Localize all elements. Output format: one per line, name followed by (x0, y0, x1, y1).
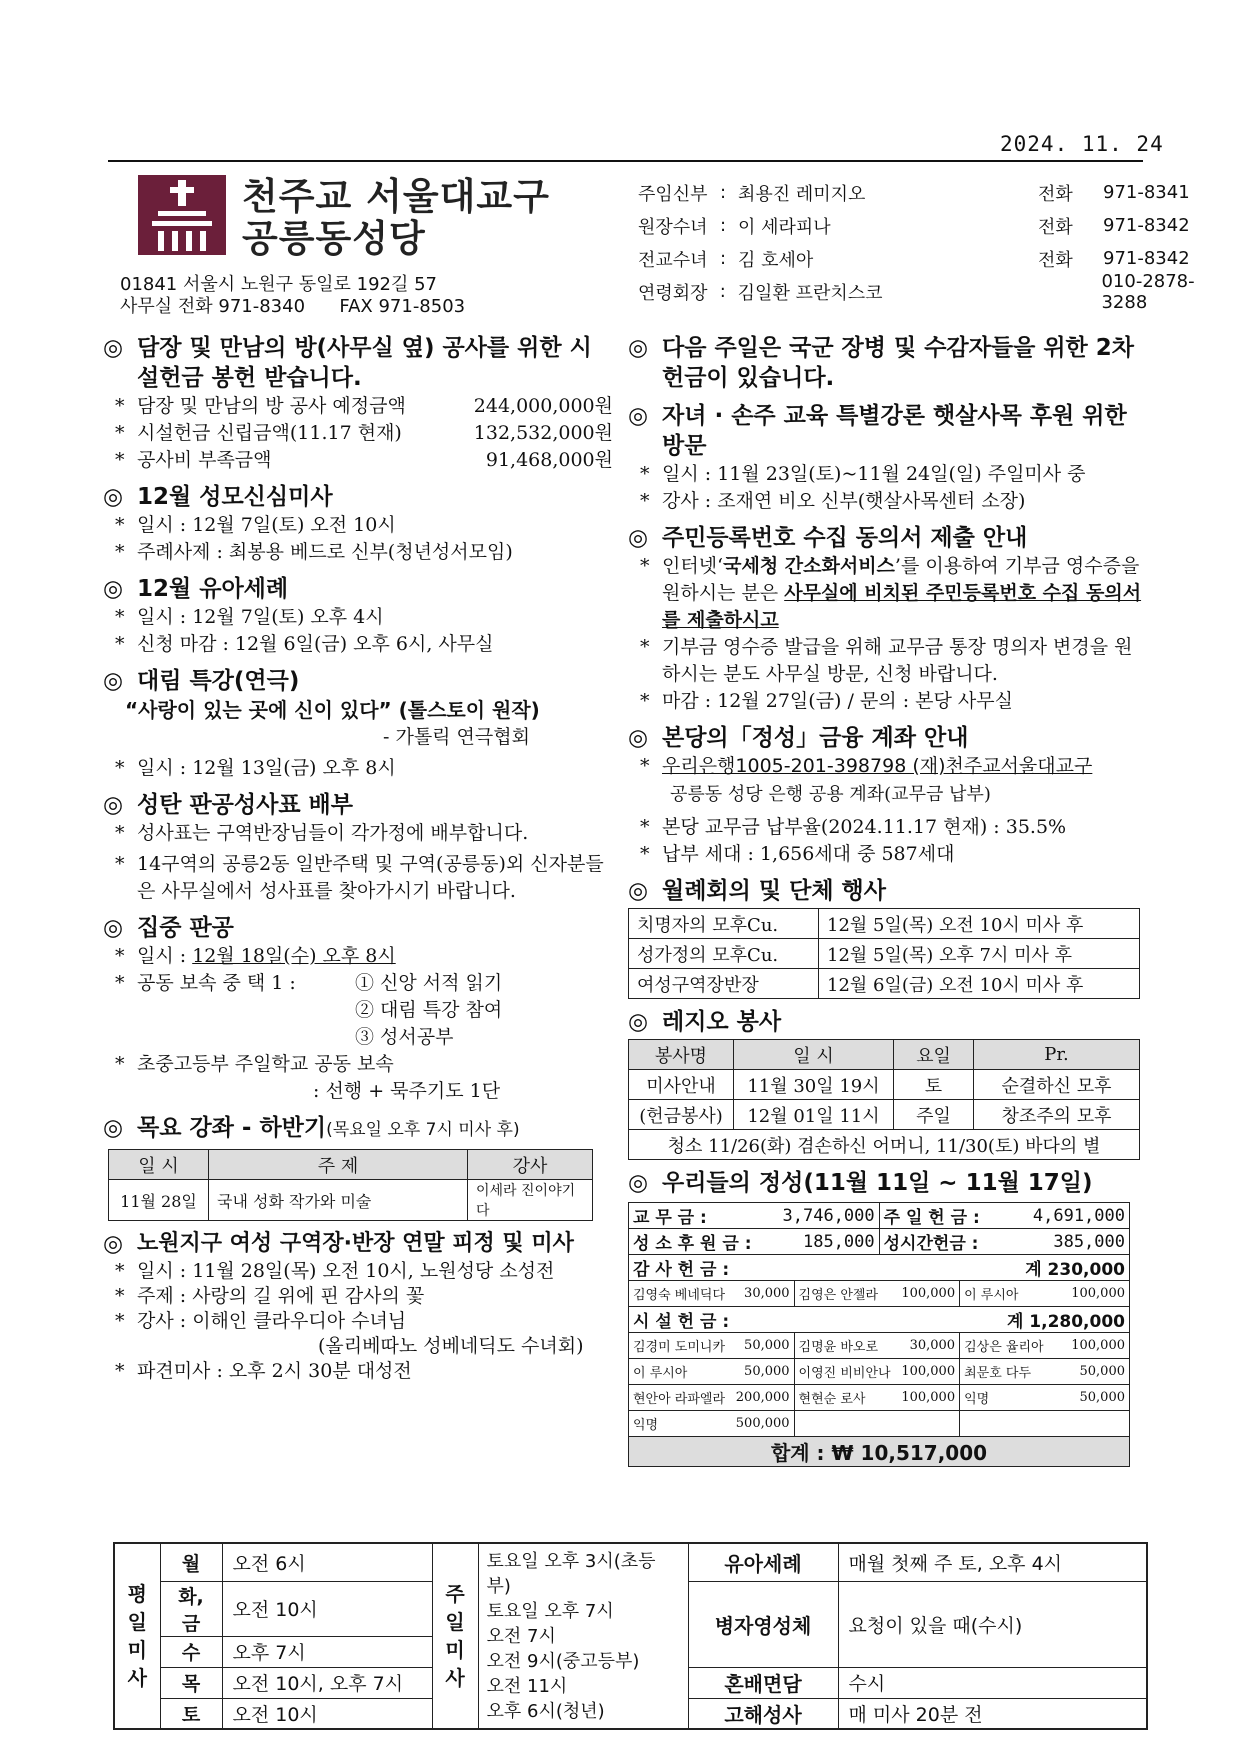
table-row (629, 909, 1140, 939)
bullet-text: 성사표는 구역반장님들이 각가정에 배부합니다. (137, 822, 529, 844)
bulletin-date: 2024. 11. 24 (1000, 132, 1164, 156)
section-marker-icon: ◎ (103, 576, 124, 602)
offering-label: 성 소 후 원 금 : (629, 1229, 779, 1255)
donor-name: 현현순 로사 (794, 1385, 895, 1411)
bullet-star-icon: * (640, 490, 650, 512)
legio-table (628, 1039, 1140, 1160)
choice-item: ③ 성서공부 (355, 1026, 454, 1048)
meetings-section (628, 876, 1143, 999)
mass-time: 오전 10시 (222, 1581, 432, 1636)
donor-amount (895, 1411, 960, 1437)
donor-name: 현안아 라파엘라 (629, 1385, 730, 1411)
table-row (629, 1070, 1140, 1100)
sunday-mass-label (432, 1543, 478, 1729)
section-title: 다음 주일은 국군 장병 및 수감자들을 위한 2차 헌금이 있습니다. (662, 335, 1134, 391)
sacrament-time: 수시 (838, 1667, 1147, 1698)
table-cell: 치명자의 모후Cu. (629, 909, 819, 939)
second-collection-section (628, 333, 1143, 393)
confession-date-prefix: 일시 : (137, 945, 193, 967)
cleaning-schedule: 청소 11/26(화) 겸손하신 어머니, 11/30(토) 바다의 별 (629, 1130, 1140, 1160)
table-cell: 이세라 진이야기다 (468, 1180, 593, 1221)
bullet-text: 강사 : 조재연 비오 신부(햇살사목센터 소장) (662, 490, 1026, 512)
donor-amount: 100,000 (895, 1359, 960, 1385)
donor-row (629, 1411, 1130, 1437)
offering-label: 성시간헌금 : (879, 1229, 1019, 1255)
table-cell: 11월 28일 (109, 1180, 209, 1221)
staff-tel-label: 전화 (1038, 249, 1073, 271)
bullet-text: 파견미사 : 오후 2시 30분 대성전 (137, 1360, 412, 1382)
account-note: 공릉동 성당 은행 공용 계좌(교무금 납부) (670, 784, 991, 805)
thanks-offering-table (628, 1254, 1130, 1467)
section-title: 주민등록번호 수집 동의서 제출 안내 (662, 525, 1028, 551)
bullet-star-icon: * (115, 422, 125, 444)
sacrament-label: 혼배면담 (688, 1667, 838, 1698)
bullet-text: 초중고등부 주일학교 공동 보속 (137, 1053, 394, 1075)
donor-name: 익명 (629, 1411, 730, 1437)
section-marker-icon: ◎ (103, 1231, 124, 1257)
mass-time: 오전 9시(중고등부) (486, 1650, 640, 1672)
bullet-star-icon: * (640, 636, 650, 658)
nowon-retreat-section (103, 1229, 613, 1384)
thursday-lecture-section (103, 1113, 613, 1221)
bullet-text: 주례사제 : 최봉용 베드로 신부(청년성서모임) (137, 541, 513, 563)
staff-name: 김일환 프란치스코 (737, 282, 883, 304)
bullet-star-icon: * (115, 822, 125, 844)
table-row (629, 1229, 1130, 1255)
bullet-star-icon: * (640, 843, 650, 865)
bullet-star-icon: * (115, 1360, 125, 1382)
column-header: 봉사명 (629, 1040, 734, 1070)
donor-amount: 100,000 (895, 1281, 960, 1307)
staff-role: 주임신부 (638, 183, 708, 205)
sacrament-label: 고해성사 (688, 1698, 838, 1729)
mass-time: 오전 6시 (222, 1543, 432, 1581)
section-title: 목요 강좌 - 하반기 (137, 1115, 327, 1141)
offerings-table (628, 1202, 1130, 1255)
weekday: 월 (160, 1543, 222, 1581)
offering-total: 계 1,280,000 (1006, 1312, 1125, 1332)
bullet-star-icon: * (115, 514, 125, 536)
mass-schedule-table (113, 1542, 1148, 1730)
bullet-text: 본당 교무금 납부율(2024.11.17 현재) : 35.5% (662, 816, 1067, 838)
mass-time: 오후 6시(청년) (486, 1700, 605, 1722)
parish-name (242, 176, 550, 260)
amount-label: 담장 및 만남의 방 공사 예정금액 (137, 395, 406, 417)
donor-name: 김명윤 바오로 (794, 1333, 895, 1359)
donor-name: 이 루시아 (960, 1281, 1059, 1307)
sacrament-time: 요청이 있을 때(수시) (838, 1581, 1147, 1667)
column-header: 강사 (468, 1150, 593, 1180)
column-header: 일 시 (109, 1150, 209, 1180)
section-title: 12월 성모신심미사 (137, 484, 333, 510)
bullet-star-icon: * (115, 853, 125, 875)
bullet-star-icon: * (640, 816, 650, 838)
bullet-text: 납부 세대 : 1,656세대 중 587세대 (662, 843, 955, 865)
staff-row: 원장수녀 : 이 세라피나 전화 971-8342 (638, 209, 1240, 242)
staff-row: 주임신부 : 최용진 레미지오 전화 971-8341 (638, 176, 1240, 209)
section-title: 노원지구 여성 구역장·반장 연말 피정 및 미사 (137, 1231, 574, 1256)
table-row (629, 1130, 1140, 1160)
staff-name: 김 호세아 (738, 249, 814, 271)
parish-address-block (120, 274, 465, 318)
offering-label: 주 일 헌 금 : (879, 1203, 1019, 1229)
section-title: 집중 판공 (137, 915, 234, 941)
bullet-text: 강사 : 이해인 클라우디아 수녀님 (137, 1310, 407, 1332)
donor-amount: 30,000 (895, 1333, 960, 1359)
bullet-star-icon: * (115, 757, 125, 779)
bullet-text: 일시 : 12월 13일(금) 오후 8시 (137, 757, 396, 779)
school-penance: : 선행 + 묵주기도 1단 (313, 1080, 501, 1102)
weekday: 토 (160, 1698, 222, 1729)
staff-name: 최용진 레미지오 (738, 183, 866, 205)
section-subtitle: (목요일 오후 7시 미사 후) (326, 1120, 520, 1140)
account-section (628, 723, 1143, 868)
section-marker-icon: ◎ (628, 335, 649, 361)
staff-tel: 010-2878-3288 (1101, 270, 1195, 313)
infant-baptism-section (103, 574, 613, 658)
mary-mass-section (103, 482, 613, 566)
bank-account: 우리은행1005-201-398798 (재)천주교서울대교구 (662, 755, 1093, 777)
bullet-text: 일시 : 12월 7일(토) 오후 4시 (137, 606, 384, 628)
donor-name: 김영은 안젤라 (794, 1281, 895, 1307)
donor-name: 익명 (960, 1385, 1059, 1411)
bullet-text: 신청 마감 : 12월 6일(금) 오후 6시, 사무실 (137, 633, 494, 655)
section-title: 레지오 봉사 (662, 1009, 782, 1035)
section-title: 월례회의 및 단체 행사 (662, 878, 886, 904)
donor-amount: 200,000 (729, 1385, 794, 1411)
choice-label: 공동 보속 중 택 1 : (137, 972, 296, 994)
offering-label: 시 설 헌 금 : (633, 1312, 730, 1332)
weekday-mass-text: 평일미사 (127, 1582, 147, 1690)
parish-logo (138, 175, 226, 255)
church-logo-icon (138, 175, 226, 255)
offering-value: 185,000 (779, 1229, 880, 1255)
staff-role: 연령회장 (638, 282, 708, 304)
column-header: 주 제 (209, 1150, 468, 1180)
emphasis-text: 사무실에 비치된 주민등록번호 수집 동의서를 제출하시고 (662, 582, 1142, 631)
confession-date: 12월 18일(수) 오후 8시 (192, 945, 396, 967)
bullet-star-icon: * (115, 1053, 125, 1075)
staff-role: 원장수녀 (638, 216, 708, 238)
advent-lecture-section (103, 666, 613, 782)
schedule-row (114, 1543, 1147, 1581)
section-title: 자녀 · 손주 교육 특별강론 햇살사목 후원 위한 방문 (662, 403, 1127, 459)
section-marker-icon: ◎ (628, 878, 649, 904)
table-cell: 주일 (894, 1100, 974, 1130)
donor-amount: 50,000 (1059, 1359, 1129, 1385)
parish-name-line1: 천주교 서울대교구 (242, 175, 550, 218)
table-cell: 12월 6일(금) 오전 10시 미사 후 (819, 969, 1140, 999)
bullet-star-icon: * (640, 690, 650, 712)
meetings-table (628, 908, 1140, 999)
section-title: 12월 유아세례 (137, 576, 289, 602)
section-marker-icon: ◎ (628, 725, 649, 751)
amount-label: 공사비 부족금액 (137, 449, 272, 471)
donor-name: 이영진 비비안나 (794, 1359, 895, 1385)
bullet-star-icon: * (640, 463, 650, 485)
mass-time: 오전 11시 (486, 1675, 568, 1697)
mass-time: 토요일 오후 7시 (486, 1600, 614, 1622)
bullet-text: 일시 : 12월 7일(토) 오전 10시 (137, 514, 396, 536)
table-cell: 12월 5일(목) 오전 10시 미사 후 (819, 909, 1140, 939)
office-contact (120, 296, 465, 318)
bullet-star-icon: * (115, 945, 125, 967)
donor-amount: 50,000 (729, 1333, 794, 1359)
sacrament-time: 매월 첫째 주 토, 오후 4시 (838, 1543, 1147, 1581)
table-cell: 토 (894, 1070, 974, 1100)
sacrament-time: 매 미사 20분 전 (838, 1698, 1147, 1729)
donor-name: 김경미 도미니카 (629, 1333, 730, 1359)
section-title: 우리들의 정성(11월 11일 ~ 11월 17일) (662, 1170, 1093, 1196)
staff-tel: 971-8341 (1103, 182, 1190, 203)
donor-amount: 100,000 (1059, 1333, 1129, 1359)
total-row (629, 1437, 1130, 1467)
donor-amount: 50,000 (729, 1359, 794, 1385)
table-row (629, 969, 1140, 999)
bullet-star-icon: * (115, 1285, 125, 1307)
donor-row (629, 1333, 1130, 1359)
donor-amount: 50,000 (1059, 1385, 1129, 1411)
bullet-text: 14구역의 공릉2동 일반주택 및 구역(공릉동)외 신자분들은 사무실에서 성사표를 찾아가시기 바랍니다. (137, 853, 604, 902)
table-row (109, 1180, 593, 1221)
column-header: 요일 (894, 1040, 974, 1070)
mass-time: 토요일 오후 3시(초등부) (486, 1550, 656, 1597)
play-title: “사랑이 있는 곳에 신이 있다” (톨스토이 원작) (125, 698, 540, 722)
mass-time: 오전 7시 (486, 1625, 556, 1647)
donor-name: 김상은 율리아 (960, 1333, 1059, 1359)
offering-label: 교 무 금 : (629, 1203, 779, 1229)
bullet-star-icon: * (640, 555, 650, 577)
right-column (628, 333, 1143, 1475)
bullet-text: 일시 : 11월 23일(토)~11월 24일(일) 주일미사 중 (662, 463, 1086, 485)
resident-number-section (628, 523, 1143, 715)
table-cell: 창조주의 모후 (974, 1100, 1140, 1130)
mass-time: 오전 10시, 오후 7시 (222, 1667, 432, 1698)
service-name: 국세청 간소화서비스 (723, 555, 895, 577)
section-marker-icon: ◎ (628, 403, 649, 429)
staff-tel: 971-8342 (1103, 248, 1190, 269)
facility-fund-section (103, 333, 613, 474)
section-marker-icon: ◎ (103, 484, 124, 510)
sunday-mass-times (478, 1543, 688, 1729)
office-phone: 사무실 전화 971-8340 (120, 296, 306, 317)
amount-label: 시설헌금 신립금액(11.17 현재) (137, 422, 402, 444)
section-title: 성탄 판공성사표 배부 (137, 792, 353, 818)
table-header-row (109, 1150, 593, 1180)
donor-amount (1059, 1411, 1129, 1437)
table-header-row (629, 1040, 1140, 1070)
section-marker-icon: ◎ (103, 1115, 124, 1141)
parish-address: 01841 서울시 노원구 동일로 192길 57 (120, 274, 438, 295)
offering-grand-total: 합계 : ₩ 10,517,000 (629, 1437, 1130, 1467)
legio-section (628, 1007, 1143, 1160)
donor-amount: 100,000 (1059, 1281, 1129, 1307)
offering-total: 계 230,000 (1025, 1260, 1125, 1280)
table-cell: 미사안내 (629, 1070, 734, 1100)
bullet-star-icon: * (115, 1310, 125, 1332)
sacrament-label: 병자영성체 (688, 1581, 838, 1667)
staff-list (638, 176, 1240, 313)
bullet-star-icon: * (115, 972, 125, 994)
section-title: 담장 및 만남의 방(사무실 옆) 공사를 위한 시설헌금 봉헌 받습니다. (137, 335, 592, 391)
table-cell: 11월 30일 19시 (734, 1070, 894, 1100)
staff-tel-label: 전화 (1038, 216, 1073, 238)
section-title: 대림 특강(연극) (137, 668, 300, 694)
table-row (629, 1307, 1130, 1333)
staff-name: 이 세라피나 (738, 216, 831, 238)
table-cell: 국내 성화 작가와 미술 (209, 1180, 468, 1221)
bullet-text: 일시 : 11월 28일(목) 오전 10시, 노원성당 소성전 (137, 1260, 555, 1282)
table-cell: 12월 01일 11시 (734, 1100, 894, 1130)
table-cell: 순결하신 모후 (974, 1070, 1140, 1100)
weekday-mass-label (114, 1543, 160, 1729)
staff-row: 연령회장 : 김일환 프란치스코 010-2878-3288 (638, 275, 1240, 308)
parish-name-line2: 공릉동성당 (242, 217, 426, 260)
amount-value: 244,000,000원 (473, 395, 613, 417)
amount-value: 132,532,000원 (473, 422, 613, 444)
choice-item: ① 신앙 서적 읽기 (355, 972, 503, 994)
bullet-star-icon: * (115, 606, 125, 628)
staff-row: 전교수녀 : 김 호세아 전화 971-8342 (638, 242, 1240, 275)
weekday: 목 (160, 1667, 222, 1698)
weekday: 수 (160, 1636, 222, 1667)
bullet-star-icon: * (640, 755, 650, 777)
section-marker-icon: ◎ (103, 668, 124, 694)
table-row (629, 1203, 1130, 1229)
section-marker-icon: ◎ (628, 525, 649, 551)
amount-value: 91,468,000원 (485, 449, 613, 471)
table-row (629, 939, 1140, 969)
table-row (629, 1100, 1140, 1130)
lecture-table (108, 1149, 593, 1221)
christmas-ticket-section (103, 790, 613, 905)
offering-value: 3,746,000 (779, 1203, 880, 1229)
text-fragment: 인터넷‘ (662, 555, 724, 577)
bullet-star-icon: * (115, 395, 125, 417)
section-marker-icon: ◎ (103, 792, 124, 818)
text-fragment: ’를 이용하여 기부금 영수증을 원하시는 분은 (662, 555, 1140, 604)
staff-tel-label: 전화 (1038, 183, 1073, 205)
offerings-section (628, 1168, 1143, 1467)
bullet-star-icon: * (115, 449, 125, 471)
donor-row (629, 1385, 1130, 1411)
nun-order: (올리베따노 성베네딕도 수녀회) (318, 1335, 584, 1357)
bullet-text: 기부금 영수증 발급을 위해 교무금 통장 명의자 변경을 원하시는 분도 사무실 방문, 신청 바랍니다. (662, 636, 1133, 685)
sacrament-label: 유아세례 (688, 1543, 838, 1581)
mass-time: 오후 7시 (222, 1636, 432, 1667)
section-marker-icon: ◎ (103, 915, 124, 941)
mass-time: 오전 10시 (222, 1698, 432, 1729)
offering-value: 385,000 (1019, 1229, 1129, 1255)
top-divider (108, 160, 1143, 162)
donor-name (960, 1411, 1059, 1437)
donor-name: 이 루시아 (629, 1359, 730, 1385)
bullet-star-icon: * (115, 541, 125, 563)
donor-name: 최문호 다두 (960, 1359, 1059, 1385)
donor-amount: 500,000 (729, 1411, 794, 1437)
donor-name: 김영숙 베네딕다 (629, 1281, 730, 1307)
bullet-text: 주제 : 사랑의 길 위에 핀 감사의 꽃 (137, 1285, 425, 1307)
table-cell: 12월 5일(목) 오후 7시 미사 후 (819, 939, 1140, 969)
section-marker-icon: ◎ (103, 335, 124, 361)
donor-amount: 100,000 (895, 1385, 960, 1411)
staff-tel: 971-8342 (1103, 215, 1190, 236)
section-title: 본당의「정성」금융 계좌 안내 (662, 725, 969, 751)
table-cell: 성가정의 모후Cu. (629, 939, 819, 969)
section-marker-icon: ◎ (628, 1170, 649, 1196)
weekday: 화,금 (160, 1581, 222, 1636)
table-cell: (헌금봉사) (629, 1100, 734, 1130)
staff-role: 전교수녀 (638, 249, 708, 271)
play-producer: - 가톨릭 연극협회 (383, 726, 530, 748)
donor-amount: 30,000 (729, 1281, 794, 1307)
left-column (103, 333, 613, 1392)
sunday-mass-text: 주일미사 (445, 1582, 465, 1690)
office-fax: FAX 971-8503 (339, 296, 466, 317)
section-marker-icon: ◎ (628, 1009, 649, 1035)
bullet-star-icon: * (115, 1260, 125, 1282)
choice-item: ② 대림 특강 참여 (355, 999, 503, 1021)
column-header: 일 시 (734, 1040, 894, 1070)
donor-name (794, 1411, 895, 1437)
offering-value: 4,691,000 (1019, 1203, 1129, 1229)
offering-label: 감 사 헌 금 : (633, 1260, 730, 1280)
bullet-star-icon: * (115, 633, 125, 655)
confession-section (103, 913, 613, 1105)
donor-row (629, 1281, 1130, 1307)
bullet-text: 마감 : 12월 27일(금) / 문의 : 본당 사무실 (662, 690, 1013, 712)
table-row (629, 1255, 1130, 1281)
donor-row (629, 1359, 1130, 1385)
special-lecture-section (628, 401, 1143, 515)
table-cell: 여성구역장반장 (629, 969, 819, 999)
column-header: Pr. (974, 1040, 1140, 1070)
